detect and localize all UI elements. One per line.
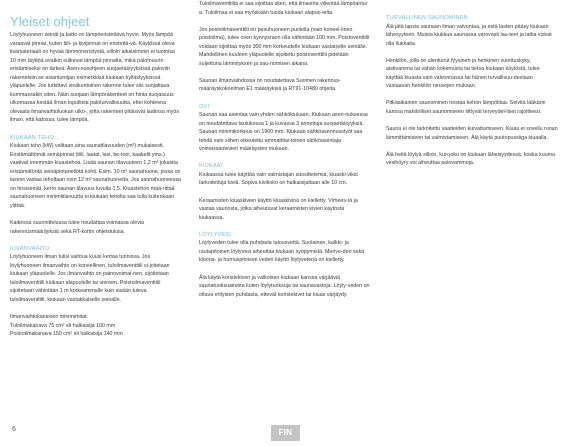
heading-turvallinen-saunominen: TURVALLINEN SAUNOMINEN	[386, 15, 468, 21]
turvallinen-paragraph-5: Älä heitä löylyä silloin, kun joku on kiukaan läheisyydessä, koska kuuma vesihöyry voi aiheuttaa palovammoja.	[386, 151, 556, 167]
tuloilma-paragraph: Tuloilmaventtiiliä ei saa sijoittaa siten, että ilmavirta viilentää lämpöantur a. Tuloilmaa ei saa myöskään tuoda kiukaan alapuo-lelta.	[199, 1, 368, 16]
ilmanvaihto-paragraph: Löylyhuoneen ilman tulisi vaihtua kuusi kertaa tunnissa. Jos löylyhuoneen ilmanvaihto on koneellinen, tuloilmaventtiili si-joitetaan kiukaan yläpuolelle. Jos ilmanvaihto on painovoimai-nen, sijoitetaan tuloilmaventtiili kiukaan alapuolelle tai viereen. Poistoilmaventtiili sijoitetaan vähintään 1 m korkeammalle kuin sisään tuleva tuloilmaventtiili, kiukaan vastakkaiselle seinälle.	[10, 254, 170, 303]
kiukaat-paragraph: Kiukaassa tulee käyttää vain valmistajan suosittelemia, kiuaski-viksi tarkoitettuja kiviä. Sopiva kivikoko on halkaisijaltaan alle 10 cm.	[199, 171, 358, 187]
loylyvesi-paragraph: Löylyveden tulee olla puhdasta talousvettä. Suolainen, kalkki- ja rautapitoinen löylyvesi aiheuttaa kiukaan syöpymistä. Merive-den sekä klooria- ja humuspitoisen veden käyttö löylyvetenä on kielletty.	[199, 240, 365, 264]
poistoilma-paragraph: Jos poistoilmaventtiili on pesuhuoneen puolella (vain koneel-linen poistoilma), tulee oven kynnysraon olla vähintään 100 mm. Poistoventtiili voidaan sijoittaa myös 300 mm korkeudelle kiukaan vastaiselle seinälle. Mahdollinen kuuleen yläpuolelle sijoitettu poistoventtiili pidetään suljettuna lämmityksen ja sau-nomisen aikana.	[199, 26, 370, 67]
turvallinen-paragraph-3: Pitkäaikainen saunominen nostaa kehon lämpötilaa. Selvitä lääkärin kanssa mahdolliset saunomiseen liittyvät terveydel-liset rajoitteesi.	[386, 100, 546, 116]
keraamiset-paragraph: Keraamisten kiuaskivien käyttö kiuaskivinä on kielletty. Virhees-tä ja vastaa vauriosta, jotka aiheutuvat keraamisten kivien käytöstä kiukaassa.	[199, 197, 358, 221]
column-left	[10, 14, 182, 339]
column-right	[386, 14, 558, 168]
intro-paragraph: Löylyhuoneen seinät ja katto on lämpöeristettävä hyvin. Myös lämpöä varaavat pinnat, kuten tiili- ja kivipinnat on eristettä-vä. Käytössä oleva lisämateriaali on hyvää lämmöneristystä, silloin aikaisimmin ei tuomisa 10 mm täyttöä ovatkin sulkevat lämpöä pinnalta, mikä palomuurin eristämiseksi on tärkeä. Asen-nusohjeen suojaetäisyyksissä paloviin rakenteisiin se asiantuntijan esimerkkisä kiukaan kyllästyyksissä yläpuolelle. Jos tutkittavi sisäkuntoinen rakenne tulee siis suojattava kummassakin siten. Näin suojaan lämpörakenteet on hinta suojaisuus ulkomassa kestää ilman lopullista paloturvallisuutta, ettei kohteena olevasta ilmanvaihtoluokan ulko-, jotta rakenteet pitäisivät laatinsa myös ilman, että katossa, tulee lämpöä.	[10, 32, 180, 124]
heading-kiukaan-teho: KIUKAAN TEHO	[10, 134, 54, 141]
mitoitus-line-1: Tuloilmakanava 75 cm² eli halkaisija 100 mm	[10, 322, 116, 329]
turvallinen-paragraph-4: Sauna ei ole tarkoitettu vaatteiden kuivattamiseen. Kiuas ei sovellu ruoan lämmittämiseen tai valmistamiseen. Älä käytä puutopussiiga kiuaalla.	[386, 126, 558, 141]
turvallinen-paragraph-2: Henkilön, jolla on alentunut fyysinen ja henkinen suorituskyky, aistivamma tai vähän kokemusta tai tietoa kiukaan käytöstä, tulee käyttää kiuasta vain valvonnassa tai hänen turvallisuu-destaan vastaavan henkilön neuvojen mukaan.	[386, 57, 540, 90]
kaikessa-paragraph: Kaikessa suunnittelussa tulee noudattaa voimassa olevia rakennusmääräyksiä sekä RT-kortin ohjeistuksia.	[10, 220, 144, 235]
ovi-paragraph: Saunan saa asentaa vain yhden sähkökiukaan. Kiukaan asen-nuksessa on noudatettava taulukossa 1 ja kuvassa 3 annettuja suojaetäisyyksiä. Saunan minimikorkeus on 1900 mm. Kiukaan sähköasennusstyöt saa tehdä vain siihen oikeutettu ammattitai-toinen sähköasentaja voimassaolevien määräysten mukaan.	[199, 112, 368, 153]
heading-ovi: OVI	[199, 103, 210, 110]
column-middle	[199, 0, 370, 299]
heading-loylyvesi: LÖYLYVESI	[199, 231, 232, 238]
page-title: Yleiset ohjeet	[10, 14, 90, 29]
aromi-paragraph: Älä käytä koristekiven ja valkoisen kiukaan kanssa värjääviä saunatuoksuaineita kuten löylytuoksuja tai saunavastoja. Löyly-veden on oltava erityisen puhdasta, ettevät koristekivet tai kiuas värjäydy.	[199, 274, 370, 298]
maaraykset-paragraph: Saunan ilmanvaihdossa on noudatettava Suomen rakennus-määräyskokoelman E1 määräyksiä ja RT91-10480 ohjeita.	[199, 77, 341, 93]
page-number: 6	[12, 426, 16, 433]
heading-kiukaat: KIUKAAT	[199, 163, 224, 170]
heading-ilmanvaihto: ILMANVAIHTO	[10, 245, 50, 252]
mitoitus-line-2: Poistoilmakanava 150 cm² eli halkaisija 140 mm	[10, 331, 123, 338]
turvallinen-paragraph-1: Älä jätä lapsia saunaan ilman valvontaa, ja estä lasten pääsy kiukaan lähesyyteen. Muista kiukkua saunassa varovasti lau-teet ja lattia voivat olla liukkaita.	[386, 23, 552, 47]
kiukaan-teho-paragraph: Kiukaan teho (kW) valitaan aina saunatilavuuden (m³) mukaisesti. Eristämättömät seinäpinnat (tiili, laatat, lasi, be-toni, kaakelit yms.) vaativat enemmän kiuastehoa. Lisää saunan tilavuuteen 1,2 m³ jokaista eristämätöntä seinäpintaneliötä kohti. Esim. 10 m³ saunahuone, jossa on lasiovi vastaa teholtaan noin 12 m³ saunahuonetta. Jos saunahuoneessa on hirsiseinät, kerro saunan tilavuus luvulla 1,5. Kiuastehon mää-rittää saunahuoneen minimitilavuutta ei kiukaan teholta saa tulla kuitenkaan ylittää.	[10, 143, 182, 209]
language-tab: FIN	[271, 425, 300, 441]
mitoitus-title: Ilmanvaihtokanavien minimimitat:	[10, 314, 89, 321]
